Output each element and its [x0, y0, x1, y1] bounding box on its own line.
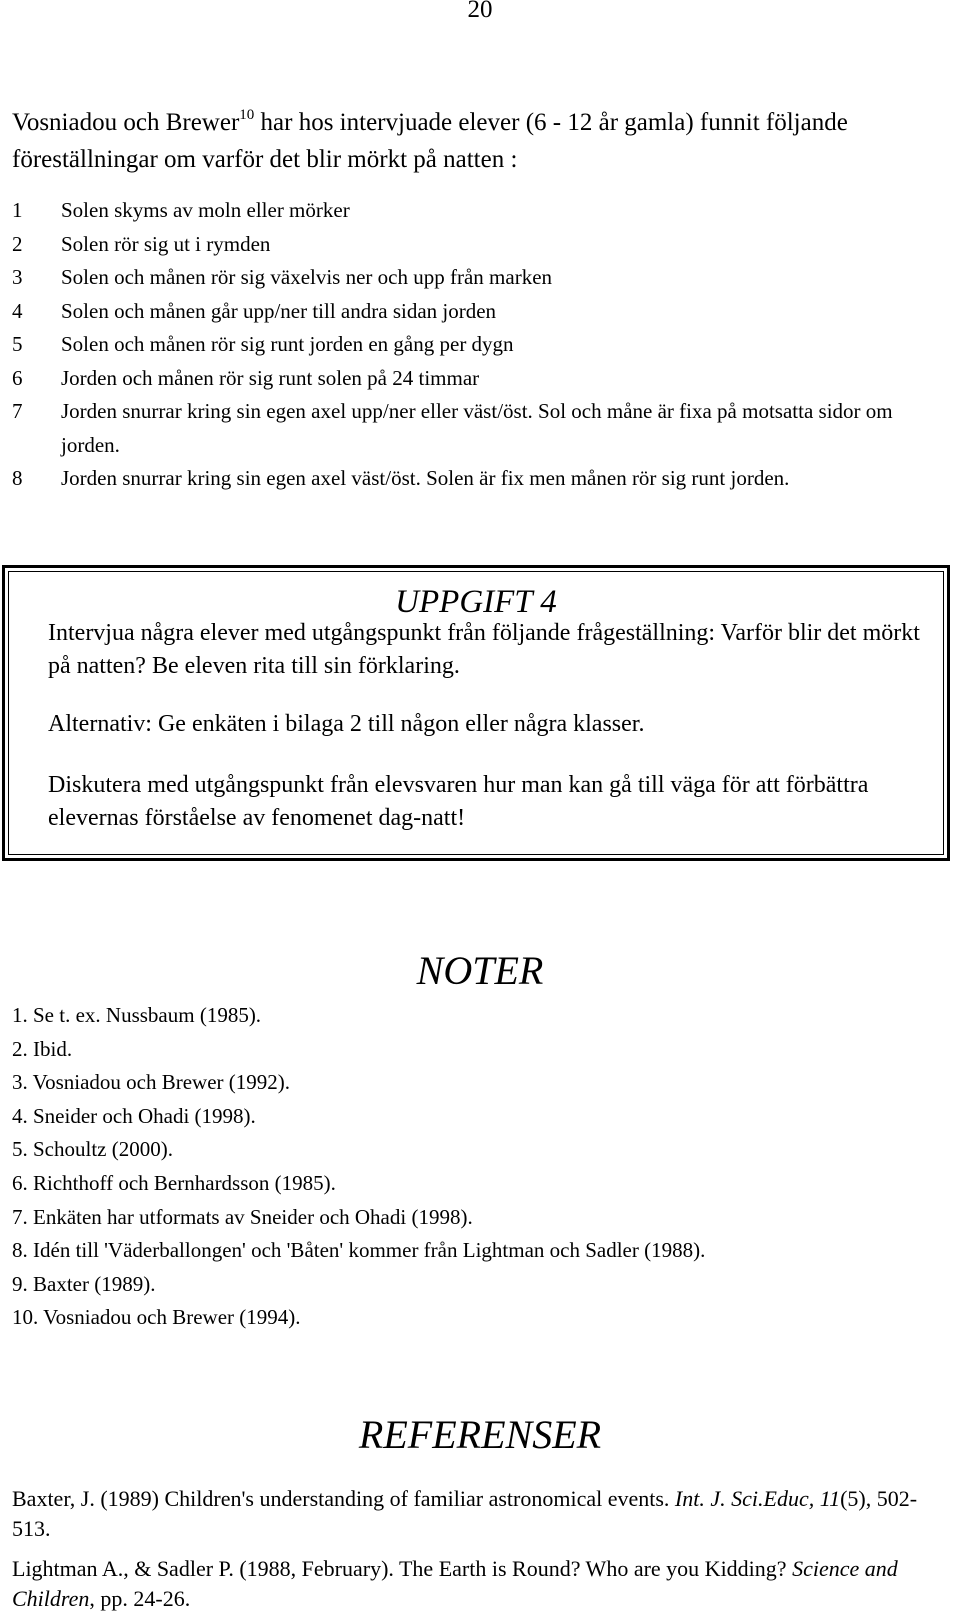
references-list	[12, 1484, 932, 1624]
reference-text: Lightman A., & Sadler P. (1988, February). The Earth is Round? Who are you Kidding?	[12, 1556, 793, 1581]
reference-text: Baxter, J. (1989) Children's understanding of familiar astronomical events.	[12, 1486, 675, 1511]
task-box-inner-border	[8, 571, 944, 855]
list-item	[12, 362, 932, 396]
list-item-number: 7	[12, 399, 23, 423]
reference-item	[12, 1484, 932, 1544]
list-item-number: 4	[12, 298, 23, 323]
list-item	[12, 462, 932, 496]
note-item: 7. Enkäten har utformats av Sneider och Ohadi (1998).	[12, 1204, 473, 1229]
note-item: 3. Vosniadou och Brewer (1992).	[12, 1070, 291, 1095]
task-box	[2, 565, 950, 861]
note-item: 9. Baxter (1989).	[12, 1271, 156, 1296]
list-item	[12, 261, 932, 295]
notes-list	[12, 999, 932, 1335]
list-item	[12, 295, 932, 329]
footnote-ref-10: 10	[239, 107, 255, 123]
intro-text-continued: har hos intervjuade elever (6 - 12 år gamla) funnit följande föreställningar om varför det blir mörkt på natten :	[12, 109, 848, 173]
list-item-number: 2	[12, 231, 23, 256]
page-number: 20	[467, 0, 493, 23]
notes-heading: NOTER	[416, 948, 544, 993]
list-item	[12, 328, 932, 362]
note-item: 4. Sneider och Ohadi (1998).	[12, 1103, 256, 1128]
note-item: 2. Ibid.	[12, 1036, 73, 1061]
list-item-number: 6	[12, 365, 23, 390]
note-item: 5. Schoultz (2000).	[12, 1137, 173, 1162]
references-heading: REFERENSER	[358, 1412, 602, 1457]
note-item: 6. Richthoff och Bernhardsson (1985).	[12, 1170, 336, 1195]
reference-pages: (5), 502-513.	[12, 1486, 918, 1541]
intro-text: Vosniadou och Brewer	[12, 109, 240, 136]
reference-item	[12, 1554, 932, 1614]
intro-paragraph	[12, 106, 932, 177]
note-item: 8. Idén till 'Väderballongen' och 'Båten' kommer från Lightman och Sadler (1988).	[12, 1238, 706, 1263]
reference-journal: Int. J. Sci.Educ, 11	[674, 1486, 841, 1511]
list-item-text: Solen och månen rör sig runt jorden en gång per dygn	[61, 332, 514, 356]
list-item-text: Jorden snurrar kring sin egen axel upp/ner eller väst/öst. Sol och måne är fixa på motsatta sidor om jorden.	[61, 399, 893, 457]
beliefs-list	[12, 194, 932, 496]
list-item-text: Jorden snurrar kring sin egen axel väst/öst. Solen är fix men månen rör sig runt jorden.	[61, 466, 790, 490]
list-item	[12, 228, 932, 262]
list-item	[12, 395, 932, 462]
task-paragraph-discuss: Diskutera med utgångspunkt från elevsvaren hur man kan gå till väga för att förbättra elevernas förståelse av fenomenet dag-natt!	[48, 772, 869, 831]
task-paragraph-interview: Intervjua några elever med utgångspunkt från följande frågeställning: Varför blir det mörkt på natten? Be eleven rita till sin förklaring.	[48, 620, 920, 679]
list-item-number: 3	[12, 265, 23, 289]
list-item-number: 5	[12, 332, 23, 356]
note-item: 1. Se t. ex. Nussbaum (1985).	[12, 1003, 262, 1027]
list-item-text: Solen och månen rör sig växelvis ner och upp från marken	[61, 265, 553, 289]
list-item-number: 8	[12, 466, 23, 490]
list-item-text: Solen skyms av moln eller mörker	[61, 198, 350, 222]
list-item	[12, 194, 932, 228]
note-item: 10. Vosniadou och Brewer (1994).	[12, 1305, 301, 1330]
list-item-text: Solen rör sig ut i rymden	[61, 231, 271, 256]
task-paragraph-alternative: Alternativ: Ge enkäten i bilaga 2 till någon eller några klasser.	[48, 711, 645, 737]
reference-journal: Science and Children	[12, 1556, 898, 1611]
list-item-number: 1	[12, 198, 23, 222]
list-item-text: Solen och månen går upp/ner till andra sidan jorden	[61, 298, 497, 323]
reference-pages: , pp. 24-26.	[89, 1586, 191, 1611]
list-item-text: Jorden och månen rör sig runt solen på 24 timmar	[61, 365, 480, 390]
task-title: UPPGIFT 4	[395, 584, 557, 620]
